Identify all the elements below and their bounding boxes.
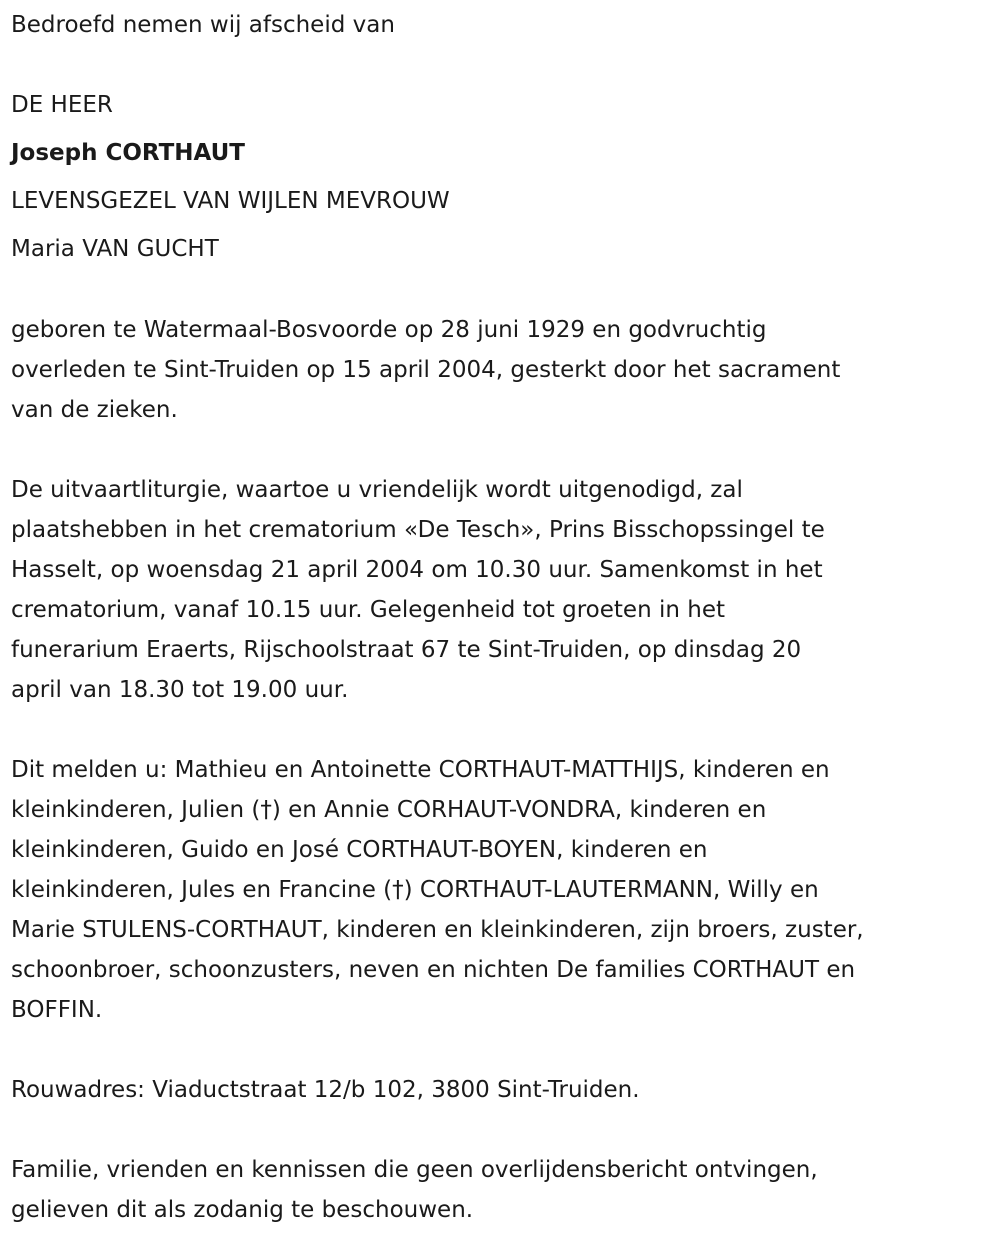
text-line: plaatshebben in het crematorium «De Tesch», Prins Bisschopssingel te — [11, 517, 825, 543]
deceased-relation: LEVENSGEZEL VAN WIJLEN MEVROUW — [11, 188, 450, 214]
text-line: De uitvaartliturgie, waartoe u vriendelijk wordt uitgenodigd, zal — [11, 477, 743, 503]
text-line: crematorium, vanaf 10.15 uur. Gelegenheid tot groeten in het — [11, 597, 725, 623]
deceased-block — [11, 81, 1000, 273]
closing-paragraph — [11, 1150, 1000, 1230]
text-line: kleinkinderen, Guido en José CORTHAUT-BOYEN, kinderen en — [11, 837, 708, 863]
text-line: kleinkinderen, Julien (†) en Annie CORHAUT-VONDRA, kinderen en — [11, 797, 767, 823]
text-line: van de zieken. — [11, 397, 178, 423]
text-line: Rouwadres: Viaductstraat 12/b 102, 3800 Sint-Truiden. — [11, 1077, 640, 1103]
text-line: schoonbroer, schoonzusters, neven en nichten De families CORTHAUT en — [11, 957, 856, 983]
text-line: Dit melden u: Mathieu en Antoinette CORTHAUT-MATTHIJS, kinderen en — [11, 757, 830, 783]
text-line: Marie STULENS-CORTHAUT, kinderen en kleinkinderen, zijn broers, zuster, — [11, 917, 864, 943]
text-line: funerarium Eraerts, Rijschoolstraat 67 te Sint-Truiden, op dinsdag 20 — [11, 637, 802, 663]
text-line: BOFFIN. — [11, 997, 103, 1023]
text-line: april van 18.30 tot 19.00 uur. — [11, 677, 349, 703]
family-paragraph — [11, 750, 1000, 1030]
text-line: Familie, vrienden en kennissen die geen overlijdensbericht ontvingen, — [11, 1157, 818, 1183]
address-paragraph — [11, 1070, 1000, 1110]
text-line: overleden te Sint-Truiden op 15 april 2004, gesterkt door het sacrament — [11, 357, 841, 383]
deceased-name: Joseph CORTHAUT — [11, 140, 245, 166]
funeral-paragraph — [11, 470, 1000, 710]
birth-death-paragraph — [11, 310, 1000, 430]
deceased-title: DE HEER — [11, 92, 113, 118]
text-line: Hasselt, op woensdag 21 april 2004 om 10.30 uur. Samenkomst in het — [11, 557, 823, 583]
text-line: kleinkinderen, Jules en Francine (†) CORTHAUT-LAUTERMANN, Willy en — [11, 877, 819, 903]
text-line: gelieven dit als zodanig te beschouwen. — [11, 1197, 474, 1223]
text-line: geboren te Watermaal-Bosvoorde op 28 juni 1929 en godvruchtig — [11, 317, 767, 343]
partner-name: Maria VAN GUCHT — [11, 236, 219, 262]
intro-text: Bedroefd nemen wij afscheid van — [11, 12, 395, 38]
